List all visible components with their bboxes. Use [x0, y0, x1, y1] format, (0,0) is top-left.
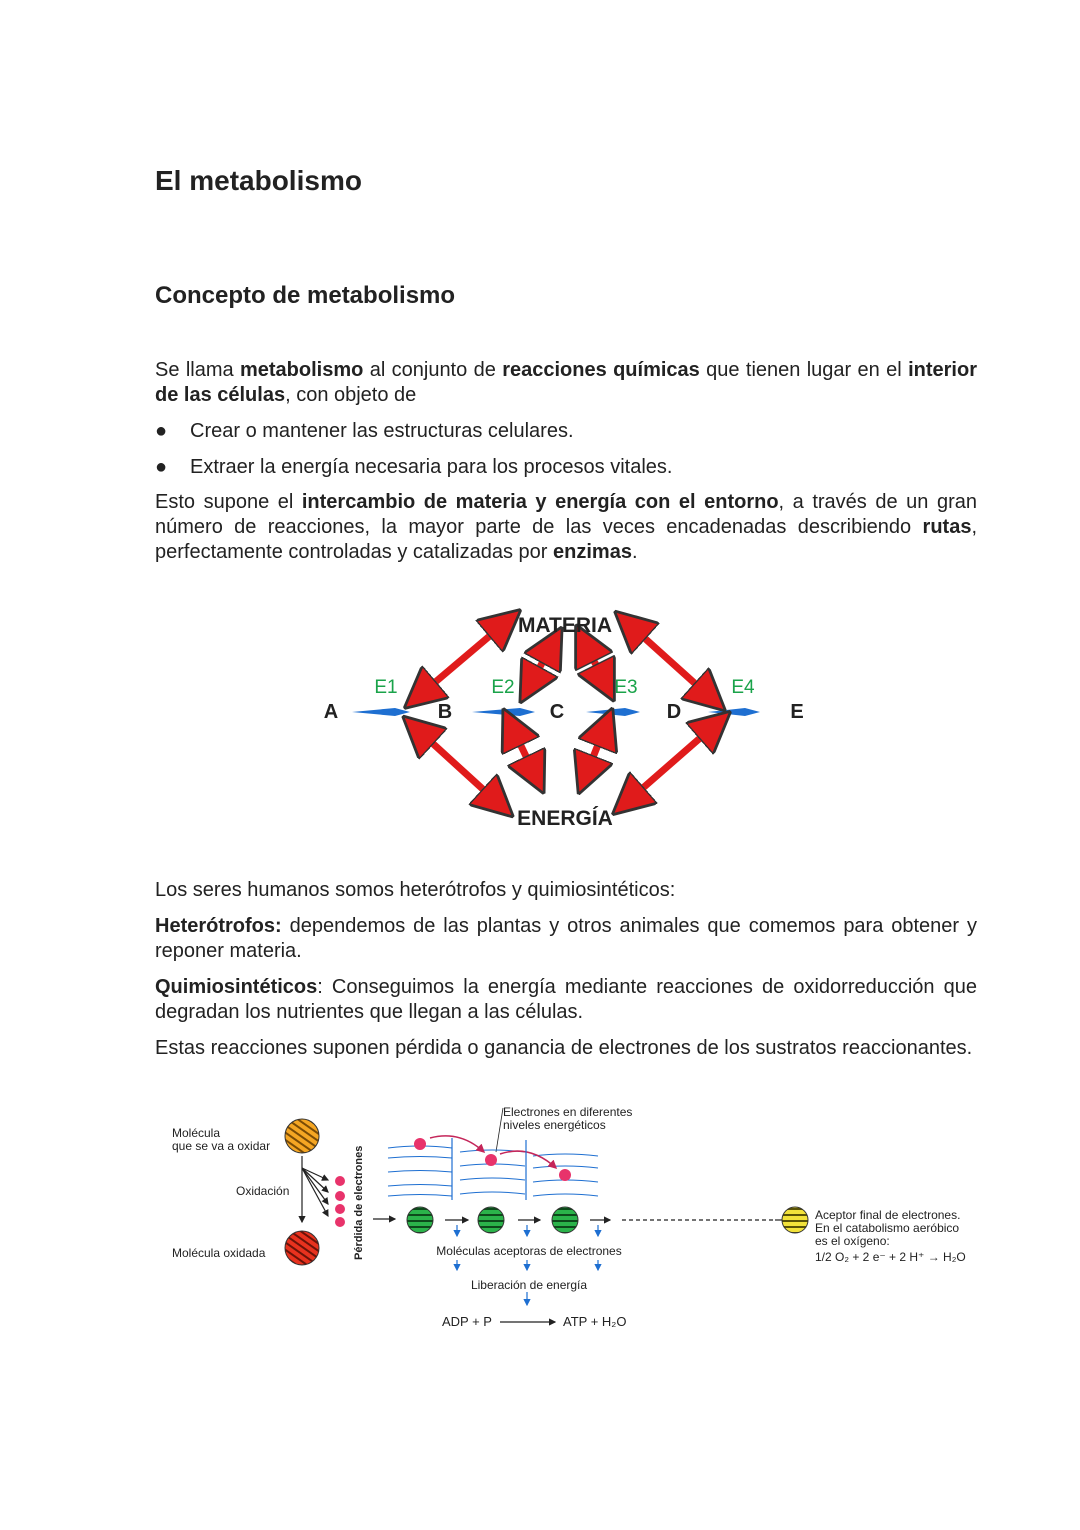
energy-levels-label-2: niveles energéticos: [503, 1118, 606, 1132]
adp-label: ADP + P: [442, 1314, 492, 1329]
bullet-dot-icon: ●: [155, 420, 168, 442]
molecule-to-oxidize-label-2: que se va a oxidar: [172, 1139, 271, 1153]
energy-release-arrows: [457, 1225, 598, 1305]
final-acceptor-label-2: En el catabolismo aeróbico: [815, 1221, 960, 1235]
molecule-to-oxidize-icon: [285, 1119, 319, 1153]
hetero-paragraph: Heterótrofos: dependemos de las plantas y otros animales que comemos para obtener y reponer materia.: [155, 915, 977, 962]
node-d: D: [666, 701, 682, 723]
metabolism-route-diagram: [0, 595, 1080, 855]
lost-electrons: [335, 1176, 345, 1227]
bullet-item: ● Crear o mantener las estructuras celulares.: [155, 420, 574, 442]
final-acceptor-label-3: es el oxígeno:: [815, 1234, 890, 1248]
electron-icon: [485, 1154, 497, 1166]
node-b: B: [437, 701, 453, 723]
arrow-c-energia-left: [512, 727, 535, 775]
enzyme-e2: E2: [491, 677, 515, 698]
bullet-dot-icon: ●: [155, 456, 168, 478]
node-a: A: [323, 701, 339, 723]
oxidized-molecule-icon: [285, 1231, 319, 1265]
materia-label: MATERIA: [517, 614, 613, 637]
acceptor-molecule-icon: [552, 1207, 578, 1233]
enzyme-e4: E4: [731, 677, 755, 698]
level-tick-arrows: [452, 1138, 526, 1200]
node-c: C: [549, 701, 565, 723]
energia-label: ENERGÍA: [517, 807, 613, 830]
arrow-c-materia-right: [585, 643, 605, 683]
arrow-c-materia-left: [530, 645, 552, 685]
oxidation-label: Oxidación: [236, 1184, 290, 1198]
acceptor-molecule-icon: [407, 1207, 433, 1233]
enzyme-e3: E3: [614, 677, 638, 698]
molecule-to-oxidize-label: Molécula: [172, 1126, 221, 1140]
node-e: E: [790, 701, 804, 723]
energy-levels-label: Electrones en diferentes: [503, 1105, 633, 1119]
final-acceptor-icon: [782, 1207, 808, 1233]
section-heading: Concepto de metabolismo: [155, 282, 456, 309]
arrow-c-energia-right: [586, 727, 605, 775]
flow-arrow-bc: [472, 708, 535, 716]
oxidation-branch-arrows: [302, 1156, 328, 1222]
oxygen-equation: 1/2 O₂ + 2 e⁻ + 2 H⁺ → H₂O: [815, 1250, 966, 1264]
arrow-d-energia: [628, 725, 715, 801]
enzyme-e1: E1: [374, 677, 398, 698]
acceptors-label: Moléculas aceptoras de electrones: [436, 1244, 622, 1258]
final-acceptor-label: Aceptor final de electrones.: [815, 1208, 961, 1222]
exchange-paragraph: Esto supone el intercambio de materia y energía con el entorno, a través de un gran número de reacciones, la mayor parte de las veces encadenadas describiendo rutas, perfectamente controladas y catalizadas por enzimas.: [155, 491, 977, 563]
arrow-b-energia: [418, 730, 498, 803]
atp-label: ATP + H₂O: [563, 1314, 627, 1329]
flow-arrow-ab: [352, 708, 410, 716]
reactions-paragraph: Estas reacciones suponen pérdida o ganancia de electrones de los sustratos reaccionantes.: [155, 1037, 973, 1059]
electron-icon: [559, 1169, 571, 1181]
oxidized-molecule-label: Molécula oxidada: [172, 1246, 266, 1260]
electron-icon: [414, 1138, 426, 1150]
humans-paragraph: Los seres humanos somos heterótrofos y quimiosintéticos:: [155, 879, 676, 901]
flow-arrow-de: [708, 708, 760, 716]
intro-paragraph: Se llama metabolismo al conjunto de reacciones químicas que tienen lugar en el interior de las células, con objeto de: [155, 359, 977, 406]
acceptor-molecule-icon: [478, 1207, 504, 1233]
energy-release-label: Liberación de energía: [470, 1278, 588, 1292]
oxidation-diagram: [0, 1100, 1080, 1340]
quimio-paragraph: Quimiosintéticos: Conseguimos la energía mediante reacciones de oxidorreducción que degradan los nutrientes que llegan a las células.: [155, 976, 977, 1023]
electron-loss-vertical-label: Pérdida de electrones: [353, 1145, 365, 1260]
bullet-item: ● Extraer la energía necesaria para los procesos vitales.: [155, 456, 673, 478]
flow-arrow-cd: [586, 708, 640, 716]
arrow-d-materia: [630, 625, 710, 697]
page-title: El metabolismo: [155, 165, 362, 196]
